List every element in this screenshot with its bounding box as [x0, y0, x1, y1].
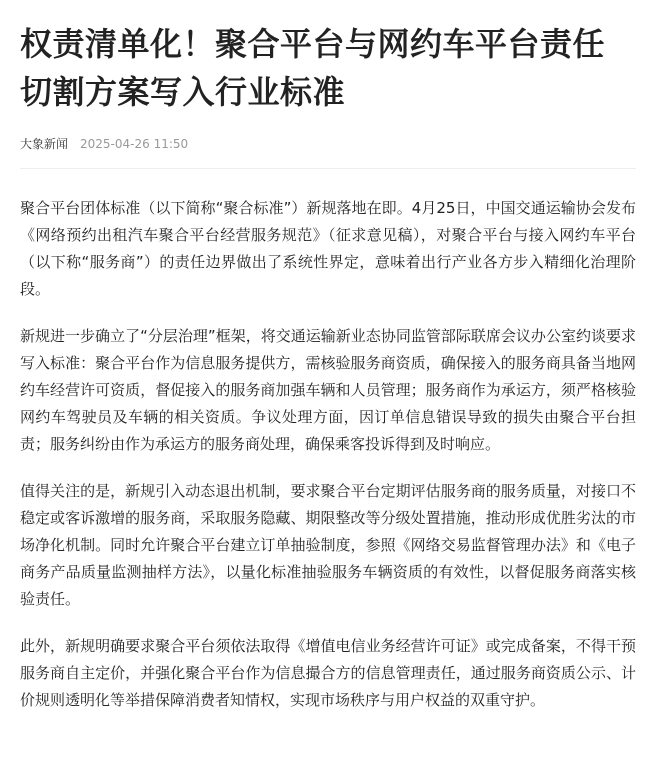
divider [20, 168, 636, 169]
paragraph-1: 聚合平台团体标准（以下简称“聚合标准”）新规落地在即。4月25日，中国交通运输协会发布《网络预约出租汽车聚合平台经营服务规范》（征求意见稿），对聚合平台与接入网约车平台（以下称“服务商”）的责任边界做出了系统性界定，意味着出行产业各方步入精细化治理阶段。 [20, 199, 636, 298]
publish-time: 2025-04-26 11:50 [80, 137, 189, 151]
article-body [20, 195, 636, 714]
paragraph-4: 此外，新规明确要求聚合平台须依法取得《增值电信业务经营许可证》或完成备案，不得干预服务商自主定价，并强化聚合平台作为信息撮合方的信息管理责任，通过服务商资质公示、计价规则透明化等举措保障消费者知情权，实现市场秩序与用户权益的双重守护。 [20, 637, 636, 709]
paragraph-3: 值得关注的是，新规引入动态退出机制，要求聚合平台定期评估服务商的服务质量，对接口不稳定或客诉激增的服务商，采取服务隐藏、期限整改等分级处置措施，推动形成优胜劣汰的市场净化机制。同时允许聚合平台建立订单抽验制度，参照《网络交易监督管理办法》和《电子商务产品质量监测抽样方法》，以量化标准抽验服务车辆资质的有效性，以督促服务商落实核验责任。 [20, 482, 636, 608]
paragraph-2: 新规进一步确立了“分层治理”框架，将交通运输新业态协同监管部际联席会议办公室约谈要求写入标准：聚合平台作为信息服务提供方，需核验服务商资质，确保接入的服务商具备当地网约车经营许可资质，督促接入的服务商加强车辆和人员管理；服务商作为承运方，须严格核验网约车驾驶员及车辆的相关资质。争议处理方面，因订单信息错误导致的损失由聚合平台担责；服务纠纷由作为承运方的服务商处理，确保乘客投诉得到及时响应。 [20, 327, 636, 453]
article-source[interactable]: 大象新闻 [20, 137, 69, 151]
article-title: 权责清单化！聚合平台与网约车平台责任切割方案写入行业标准 [20, 25, 606, 111]
article-meta [20, 136, 636, 152]
